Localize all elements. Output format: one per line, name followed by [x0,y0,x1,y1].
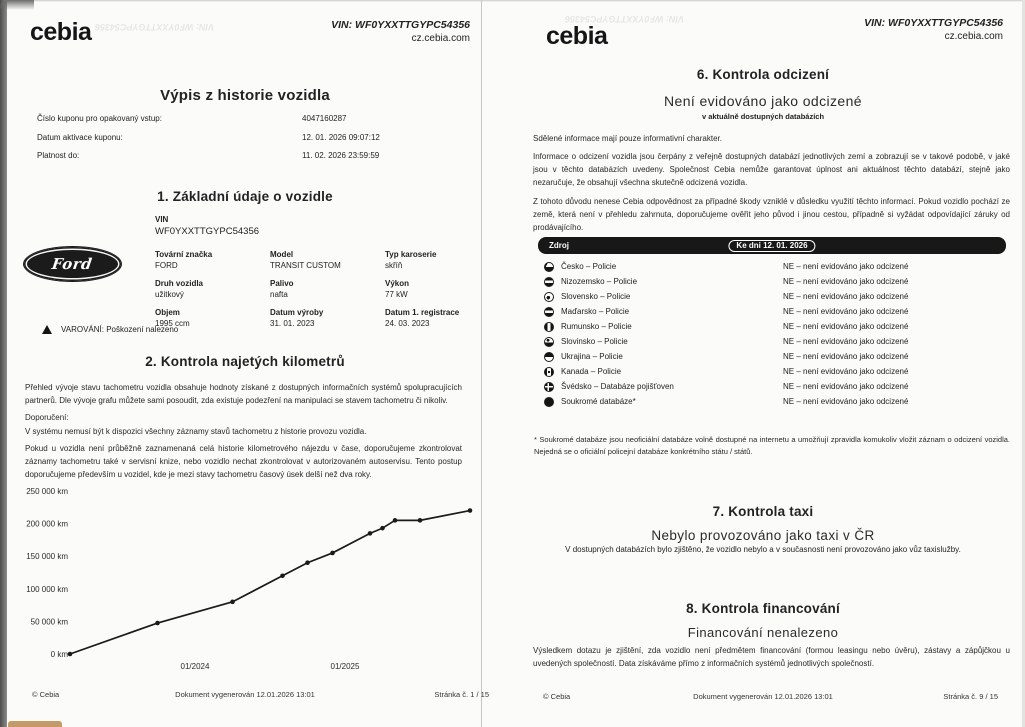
section8-result: Financování nenalezeno [687,625,839,640]
flag-slovakia-icon [544,292,554,302]
y-axis-tick: 100 000 km [26,584,68,594]
table-row [538,380,1006,395]
odometer-point [68,652,73,657]
y-axis-tick: 150 000 km [26,552,68,562]
vehicle-field-value: užitkový [155,290,184,299]
vehicle-field-value: skříň [385,261,403,270]
vin-header: VIN: WF0YXXTTGYPC54356 [331,19,470,31]
date-column-header: Ke dni 12. 01. 2026 [728,240,815,252]
odometer-point [393,518,398,523]
vehicle-field [155,279,270,299]
status-cell: NE – není evidováno jako odcizené [783,292,909,301]
flag-sweden-icon [544,382,554,392]
source-cell: Soukromé databáze* [561,397,636,406]
section2-par3: Pokud u vozidla není průběžně zaznamenaná celá historie kilometrového nájezdu v čase, doporučujeme zkontrolovat záznamy tachometru také v servisní knize, nebo vozidlo nechat zkontrolovat v autorizovaném autoservisu. Tento postup doporučujeme především u vozidel, kde je mezi stavy tachometru časový úsek delší než dva roky. [25,444,462,479]
header-vin-block [803,16,1003,44]
y-axis-tick: 50 000 km [30,617,68,627]
source-cell: Nizozemsko – Policie [561,277,638,286]
ford-logo [24,247,121,281]
status-cell: NE – není evidováno jako odcizené [783,367,909,376]
vehicle-field [270,279,385,299]
vehicle-field-value: TRANSIT CUSTOM [270,261,341,270]
section8-heading: 8. Kontrola financování [686,601,840,616]
warning-triangle-icon [42,325,52,334]
vehicle-field-value: 77 kW [385,290,408,299]
theft-table-header [538,237,1006,254]
vin-label: VIN [155,215,169,224]
vin-header: VIN: WF0YXXTTGYPC54356 [864,17,1003,29]
section8-note: Výsledkem dotazu je zjištění, zda vozidlo není předmětem financování (formou leasingu nebo úvěru), zástavy a zápůjčkou u uvedených společností. Data získáváme přímo z informačních systémů jednotlivých společností. [533,646,1010,668]
odometer-point [330,551,335,556]
status-cell: NE – není evidováno jako odcizené [783,322,909,331]
coupon-number-label: Číslo kuponu pro opakovaný vstup: [37,114,162,123]
odometer-point [368,531,373,536]
header-vin-block [270,18,470,46]
site-link: cz.cebia.com [944,31,1003,43]
footer-copyright: © Cebia [32,690,60,699]
theft-table-rows [538,260,1006,410]
odometer-line [70,511,470,654]
vehicle-field-label: Palivo [270,279,294,288]
odometer-point [230,600,235,605]
source-cell: Česko – Policie [561,262,617,271]
vehicle-field-label: Typ karoserie [385,250,437,259]
vehicle-field-label: Výkon [385,279,410,288]
activation-date-value: 12. 01. 2026 09:07:12 [302,133,380,142]
source-cell: Ukrajina – Policie [561,352,623,361]
section7-note: V dostupných databázích bylo zjištěno, že vozidlo nebylo a v současnosti není provozováno jako vůz taxislužby. [565,545,961,554]
cebia-logo: cebia [546,22,608,50]
status-cell: NE – není evidováno jako odcizené [783,337,909,346]
odometer-point [468,508,473,513]
validity-value: 11. 02. 2026 23:59:59 [302,151,380,160]
flag-private-icon [544,397,554,407]
section6-par3: Z tohoto důvodu nenese Cebia odpovědnost za případné škody vzniklé v důsledku využití těchto informací. Pokud vozidlo pochází ze země, která není v přehledu zahrnuta, doporučujeme ověřit jeho původ i jinou cestou, případně si vyžádat odpovídající záruky od prodávajícího. [533,197,1010,232]
scan-corner [0,0,34,10]
vehicle-field [270,250,385,270]
table-row [538,275,1006,290]
source-cell: Maďarsko – Policie [561,307,630,316]
vehicle-field-label: Datum výroby [270,308,324,317]
damage-warning [42,325,178,334]
odometer-chart [8,480,488,680]
section6-result-sub: v aktuálně dostupných databázích [701,112,825,121]
section6-footnote: * Soukromé databáze jsou neoficiální databáze volně dostupné na internetu a umožňují zpravidla komukoliv vložit záznam o odcizení vozidla. Nejedná se o oficiální policejní databáze konkrétního státu / států. [534,435,1010,457]
vin-value: WF0YXXTTGYPC54356 [155,226,260,237]
bleedthrough-text: VIN: WF0YXXTTGYPC54356 [95,22,215,32]
flag-hungary-icon [544,307,554,317]
cebia-logo: cebia [30,18,92,46]
table-row [538,260,1006,275]
table-row [538,395,1006,410]
recommendation-label: Doporučení: [25,413,69,422]
vehicle-field-label: Tovární značka [155,250,213,259]
warning-text: VAROVÁNÍ: Poškození nalezeno [61,325,179,334]
status-cell: NE – není evidováno jako odcizené [783,262,909,271]
vehicle-field-value: FORD [155,261,178,270]
status-cell: NE – není evidováno jako odcizené [783,397,909,406]
flag-slovenia-icon [544,337,554,347]
flag-ukraine-icon [544,352,554,362]
scan-edge-top [0,0,1025,2]
vehicle-field [385,279,485,299]
section1-heading: 1. Základní údaje o vozidle [157,189,333,204]
source-cell: Rumunsko – Policie [561,322,632,331]
footer-page-number: Stránka č. 9 / 15 [943,692,998,701]
section7-heading: 7. Kontrola taxi [712,504,814,519]
table-row [538,320,1006,335]
x-axis-tick: 01/2024 [180,662,210,671]
y-axis-tick: 250 000 km [26,487,68,496]
table-row [538,305,1006,320]
vehicle-field-label: Datum 1. registrace [385,308,460,317]
flag-czechia-icon [544,262,554,272]
table-row [538,350,1006,365]
section2-par2: V systému nemusí být k dispozici všechny záznamy stavů tachometru z historie provozu vozidla. [25,427,367,436]
footer-page-number: Stránka č. 1 / 15 [434,690,489,699]
odometer-point [305,560,310,565]
page-title: Výpis z historie vozidla [160,87,330,104]
site-link: cz.cebia.com [411,33,470,45]
vehicle-field-value: 1995 ccm [155,319,190,328]
section7-result: Nebylo provozováno jako taxi v ČR [651,528,875,543]
scan-edge-left [0,0,7,727]
source-cell: Kanada – Policie [561,367,622,376]
y-axis-tick: 0 km [50,650,68,659]
vehicle-field-value: 31. 01. 2023 [270,319,315,328]
status-cell: NE – není evidováno jako odcizené [783,307,909,316]
source-column-header: Zdroj [549,241,569,250]
status-cell: NE – není evidováno jako odcizené [783,382,909,391]
x-axis-tick: 01/2025 [330,662,360,671]
source-cell: Slovinsko – Policie [561,337,628,346]
status-cell: NE – není evidováno jako odcizené [783,277,909,286]
vehicle-field [270,308,385,328]
section2-heading: 2. Kontrola najetých kilometrů [145,354,345,369]
vehicle-field [385,308,485,328]
flag-netherlands-icon [544,277,554,287]
odometer-point [280,573,285,578]
vehicle-field-value: nafta [270,290,288,299]
table-row [538,335,1006,350]
odometer-point [155,621,160,626]
vehicle-field-value: 24. 03. 2023 [385,319,430,328]
footer-generated: Dokument vygenerován 12.01.2026 13:01 [693,692,833,701]
bleedthrough-text: VIN: WF0YXXTTGYPC54356 [565,14,685,24]
flag-romania-icon [544,322,554,332]
validity-label: Platnost do: [37,151,80,160]
source-cell: Slovensko – Policie [561,292,631,301]
section6-heading: 6. Kontrola odcizení [696,67,830,82]
section6-par1: Sdělené informace mají pouze informativní charakter. [533,134,722,143]
odometer-point [418,518,423,523]
scan-smudge [8,721,62,727]
section2-par1: Přehled vývoje stavu tachometru vozidla obsahuje hodnoty získané z dostupných informačních systémů spolupracujících partnerů. Dle vývoje grafu můžete sami posoudit, zda existuje podezření na manipulaci se stavem tachometru či nikoliv. [25,383,462,405]
footer-copyright: © Cebia [543,692,571,701]
section6-par2: Informace o odcizení vozidla jsou čerpány z veřejně dostupných databází jednotlivých zemí a zobrazují se v takové podobě, v jaké jsou v těchto databázích uvedeny. Společnost Cebia nemůže garantovat úplnost ani aktuálnost těchto databází, stejně jako nezaručuje, že obsahují všechna skutečně odcizená vozidla. [533,152,1010,187]
vehicle-field [155,250,270,270]
activation-date-label: Datum aktivace kuponu: [37,133,123,142]
table-row [538,290,1006,305]
table-row [538,365,1006,380]
section6-result: Není evidováno jako odcizené [664,93,862,109]
status-cell: NE – není evidováno jako odcizené [783,352,909,361]
footer-generated: Dokument vygenerován 12.01.2026 13:01 [175,690,315,699]
vehicle-field-label: Druh vozidla [155,279,204,288]
vehicle-fields [155,250,485,328]
y-axis-tick: 200 000 km [26,519,68,529]
vehicle-field-label: Model [270,250,294,259]
source-cell: Švédsko – Databáze pojišťoven [561,382,674,391]
flag-canada-icon [544,367,554,377]
coupon-number-value: 4047160287 [302,114,347,123]
vehicle-field-label: Objem [155,308,180,317]
ford-logo-text: Ford [51,255,94,273]
vehicle-field [385,250,485,270]
odometer-point [380,526,385,531]
